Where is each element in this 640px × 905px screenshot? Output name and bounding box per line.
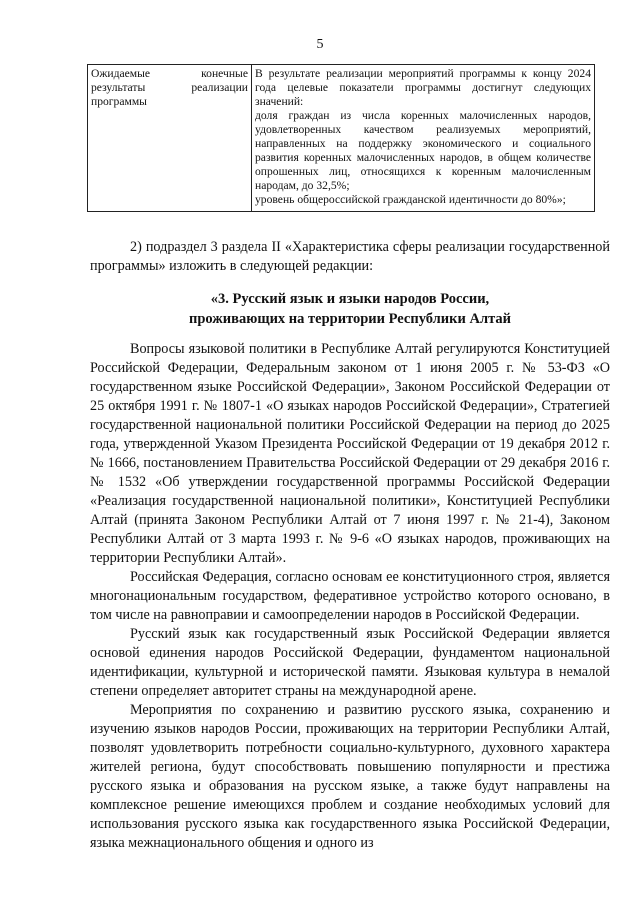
amendment-item bbox=[90, 238, 610, 276]
paragraph: Русский язык как государственный язык Российской Федерации является основой единения народов Российской Федерации, фундаментом национальной идентификации, культурной и исторической памяти. Языковая культура в немалой степени определяет авторитет страны на международной арене. bbox=[90, 626, 610, 699]
section-heading bbox=[90, 289, 610, 329]
table-value-line: доля граждан из числа коренных малочисленных народов, удовлетворенных качеством реализуемых мероприятий, направленных на поддержку экономического и социального развития коренных малочисленных народов, в общем количестве опрошенных лиц, относящихся к коренным малочисленным народам, до 32,5%; bbox=[255, 109, 591, 192]
paragraph: Мероприятия по сохранению и развитию русского языка, сохранению и изучению языков народов России, проживающих на территории Республики Алтай, позволят удовлетворить потребности социально-культурного, духовного характера жителей региона, будут способствовать повышению популярности и престижа русского языка и образования на русском языке, а также будут направлены на комплексное решение имеющихся проблем и создание необходимых условий для использования русского языка как государственного языка Российской Федерации, языка межнационального общения и одного из bbox=[90, 702, 610, 851]
table-label-cell: Ожидаемые конечные результаты реализации программы bbox=[88, 65, 252, 212]
table-value-line: уровень общероссийской гражданской идентичности до 80%»; bbox=[255, 193, 566, 206]
paragraph: Вопросы языковой политики в Республике Алтай регулируются Конституцией Российской Федерации, Федеральным законом от 1 июня 2005 г. № 53-ФЗ «О государственном языке Российской Федерации», Законом Российской Федерации от 25 октября 1991 г. № 1807-1 «О языках народов Российской Федерации», Стратегией государственной национальной политики Российской Федерации на период до 2025 года, утвержденной Указом Президента Российской Федерации от 19 декабря 2012 г. № 1666, постановлением Правительства Российской Федерации от 29 декабря 2016 г. № 1532 «Об утверждении государственной программы Российской Федерации «Реализация государственной национальной политики», Конституцией Республики Алтай (принята Законом Республики Алтай от 7 июня 1997 г. № 21-4), Законом Республики Алтай от 3 марта 1993 г. № 9-6 «О языках народов, проживающих на территории Республики Алтай». bbox=[90, 341, 610, 566]
table-value-cell bbox=[252, 65, 595, 212]
page-number: 5 bbox=[316, 37, 324, 52]
table-value-line: В результате реализации мероприятий программы к концу 2024 года целевые показатели программы достигнут следующих значений: bbox=[255, 67, 591, 108]
heading-line-2: проживающих на территории Республики Алтай bbox=[188, 311, 511, 327]
results-table bbox=[87, 64, 595, 212]
item-2-text: 2) подраздел 3 раздела II «Характеристика сферы реализации государственной программы» изложить в следующей редакции: bbox=[90, 239, 610, 274]
paragraph: Российская Федерация, согласно основам ее конституционного строя, является многонациональным государством, федеративное устройство которого основано, в том числе на равноправии и самоопределении народов в Российской Федерации. bbox=[90, 569, 610, 623]
heading-line-1: «3. Русский язык и языки народов России, bbox=[210, 291, 490, 307]
table-row bbox=[88, 65, 595, 212]
section-body bbox=[90, 340, 610, 853]
